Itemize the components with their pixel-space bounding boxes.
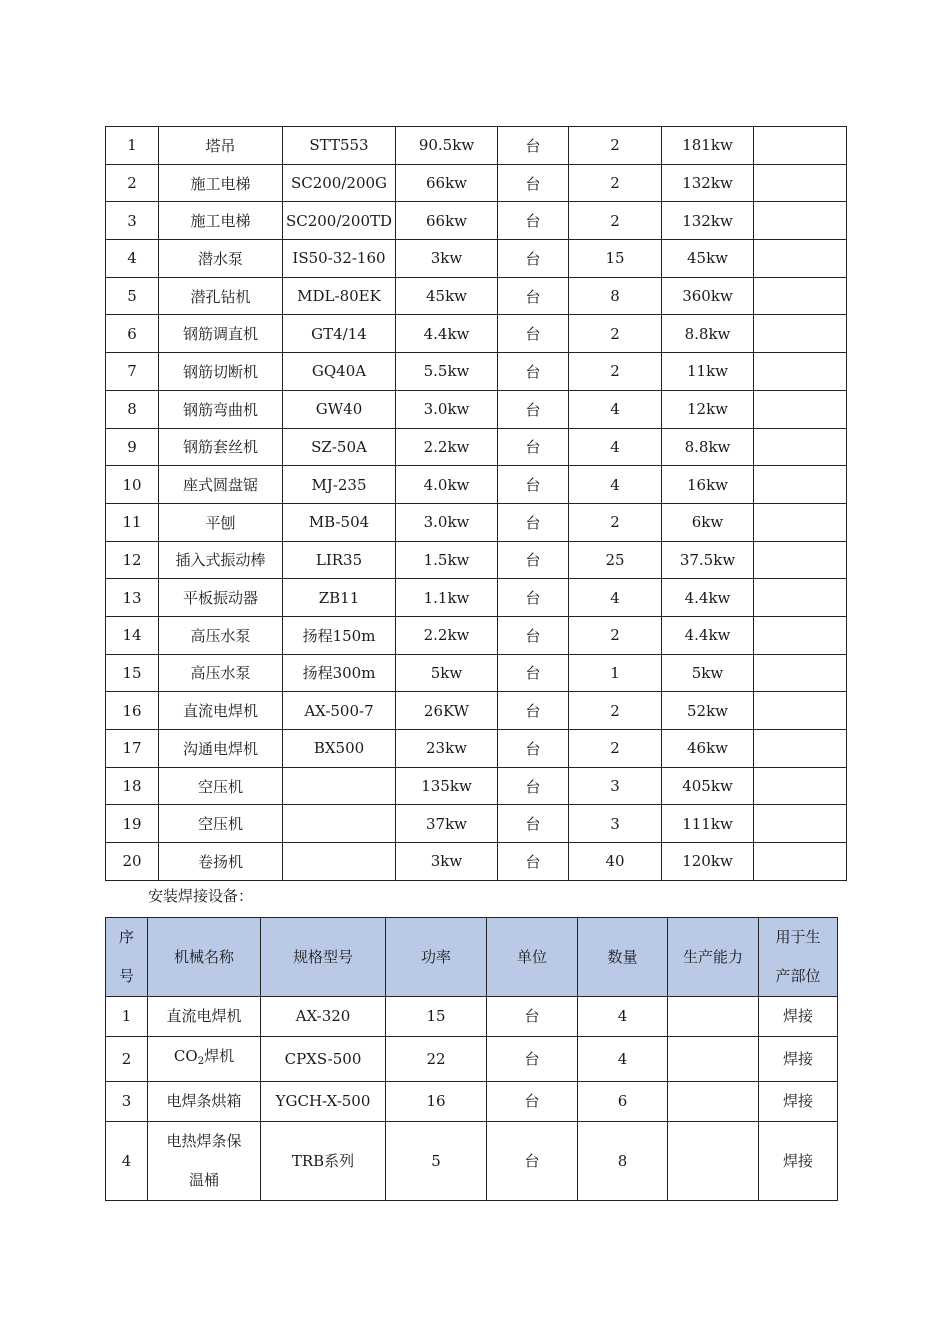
cell-note <box>754 466 847 504</box>
equipment-row <box>106 843 847 881</box>
equipment-row <box>106 805 847 843</box>
welding-equipment-table <box>105 917 838 1201</box>
cell-seq: 8 <box>106 390 159 428</box>
cell-spec: TRB系列 <box>261 1122 386 1201</box>
cell-unit: 台 <box>498 315 569 353</box>
cell-unit: 台 <box>498 730 569 768</box>
cell-power: 5 <box>386 1122 487 1201</box>
cell-qty: 3 <box>569 767 662 805</box>
cell-qty: 1 <box>569 654 662 692</box>
equipment-row <box>106 767 847 805</box>
cell-note <box>754 202 847 240</box>
cell-note <box>754 240 847 278</box>
equipment-row <box>106 503 847 541</box>
cell-qty: 8 <box>569 277 662 315</box>
cell-name: 高压水泵 <box>159 616 283 654</box>
cell-power: 26KW <box>396 692 498 730</box>
equipment-row <box>106 730 847 768</box>
cell-note <box>754 805 847 843</box>
cell-seq: 11 <box>106 503 159 541</box>
cell-name: 空压机 <box>159 767 283 805</box>
cell-spec: MJ-235 <box>283 466 396 504</box>
cell-note <box>754 390 847 428</box>
cell-total: 11kw <box>662 353 754 391</box>
cell-qty: 2 <box>569 315 662 353</box>
cell-total: 12kw <box>662 390 754 428</box>
cell-note <box>754 541 847 579</box>
cell-total: 6kw <box>662 503 754 541</box>
cell-spec: MB-504 <box>283 503 396 541</box>
cell-qty: 2 <box>569 353 662 391</box>
cell-note <box>754 579 847 617</box>
cell-seq: 7 <box>106 353 159 391</box>
cell-spec: 扬程150m <box>283 616 396 654</box>
cell-power: 3.0kw <box>396 390 498 428</box>
cell-spec: IS50-32-160 <box>283 240 396 278</box>
equipment-row <box>106 616 847 654</box>
cell-name: 卷扬机 <box>159 843 283 881</box>
cell-seq: 2 <box>106 164 159 202</box>
cell-spec: GT4/14 <box>283 315 396 353</box>
cell-note <box>754 843 847 881</box>
cell-qty: 4 <box>569 466 662 504</box>
cell-name: 直流电焊机 <box>159 692 283 730</box>
cell-name: 钢筋套丝机 <box>159 428 283 466</box>
welding-row <box>106 997 838 1037</box>
cell-name: 潜孔钻机 <box>159 277 283 315</box>
cell-name: 插入式振动棒 <box>159 541 283 579</box>
cell-note <box>754 730 847 768</box>
cell-total: 46kw <box>662 730 754 768</box>
cell-qty: 8 <box>578 1122 668 1201</box>
cell-name: 平板振动器 <box>159 579 283 617</box>
cell-unit: 台 <box>498 843 569 881</box>
cell-qty: 2 <box>569 202 662 240</box>
cell-capacity <box>668 997 759 1037</box>
cell-seq: 4 <box>106 1122 148 1201</box>
cell-use: 焊接 <box>759 1082 838 1122</box>
cell-note <box>754 503 847 541</box>
cell-unit: 台 <box>498 767 569 805</box>
cell-note <box>754 315 847 353</box>
equipment-row <box>106 654 847 692</box>
section-heading: 安装焊接设备： <box>148 887 254 905</box>
equipment-row <box>106 277 847 315</box>
cell-total: 181kw <box>662 127 754 165</box>
cell-power: 16 <box>386 1082 487 1122</box>
cell-power: 1.1kw <box>396 579 498 617</box>
cell-name: 电焊条烘箱 <box>148 1082 261 1122</box>
cell-seq: 12 <box>106 541 159 579</box>
cell-total: 111kw <box>662 805 754 843</box>
cell-power: 22 <box>386 1037 487 1082</box>
equipment-row <box>106 390 847 428</box>
cell-total: 132kw <box>662 164 754 202</box>
cell-qty: 3 <box>569 805 662 843</box>
cell-seq: 13 <box>106 579 159 617</box>
cell-use: 焊接 <box>759 997 838 1037</box>
cell-name: 直流电焊机 <box>148 997 261 1037</box>
cell-use: 焊接 <box>759 1122 838 1201</box>
cell-total: 8.8kw <box>662 428 754 466</box>
cell-note <box>754 353 847 391</box>
cell-seq: 10 <box>106 466 159 504</box>
cell-spec: BX500 <box>283 730 396 768</box>
cell-unit: 台 <box>498 579 569 617</box>
cell-unit: 台 <box>487 1037 578 1082</box>
cell-spec: SC200/200TD <box>283 202 396 240</box>
cell-qty: 4 <box>578 997 668 1037</box>
cell-power: 2.2kw <box>396 616 498 654</box>
equipment-row <box>106 541 847 579</box>
cell-note <box>754 767 847 805</box>
cell-seq: 3 <box>106 202 159 240</box>
header-unit: 单位 <box>487 918 578 997</box>
cell-total: 4.4kw <box>662 616 754 654</box>
cell-note <box>754 654 847 692</box>
cell-name: $CO_2$焊机 <box>148 1037 261 1082</box>
welding-row <box>106 1037 838 1082</box>
cell-power: 2.2kw <box>396 428 498 466</box>
cell-name: 钢筋调直机 <box>159 315 283 353</box>
cell-unit: 台 <box>498 503 569 541</box>
cell-unit: 台 <box>498 164 569 202</box>
cell-qty: 2 <box>569 503 662 541</box>
cell-note <box>754 164 847 202</box>
cell-power: 15 <box>386 997 487 1037</box>
cell-total: 360kw <box>662 277 754 315</box>
cell-spec: YGCH-X-500 <box>261 1082 386 1122</box>
cell-power: 37kw <box>396 805 498 843</box>
cell-qty: 40 <box>569 843 662 881</box>
cell-power: 3kw <box>396 843 498 881</box>
cell-seq: 4 <box>106 240 159 278</box>
cell-total: 16kw <box>662 466 754 504</box>
cell-unit: 台 <box>498 277 569 315</box>
equipment-row <box>106 240 847 278</box>
cell-name: 沟通电焊机 <box>159 730 283 768</box>
cell-unit: 台 <box>498 654 569 692</box>
cell-unit: 台 <box>498 240 569 278</box>
cell-spec: GW40 <box>283 390 396 428</box>
cell-name: 平刨 <box>159 503 283 541</box>
cell-qty: 4 <box>569 428 662 466</box>
cell-spec: AX-500-7 <box>283 692 396 730</box>
cell-power: 90.5kw <box>396 127 498 165</box>
cell-unit: 台 <box>498 390 569 428</box>
cell-power: 23kw <box>396 730 498 768</box>
cell-unit: 台 <box>498 692 569 730</box>
cell-spec: STT553 <box>283 127 396 165</box>
cell-seq: 5 <box>106 277 159 315</box>
cell-note <box>754 127 847 165</box>
cell-spec: SZ-50A <box>283 428 396 466</box>
cell-spec: MDL-80EK <box>283 277 396 315</box>
cell-name: 施工电梯 <box>159 202 283 240</box>
cell-qty: 4 <box>569 390 662 428</box>
cell-total: 120kw <box>662 843 754 881</box>
cell-power: 4.0kw <box>396 466 498 504</box>
cell-spec <box>283 843 396 881</box>
cell-qty: 25 <box>569 541 662 579</box>
cell-qty: 4 <box>569 579 662 617</box>
cell-name: 座式圆盘锯 <box>159 466 283 504</box>
equipment-row <box>106 692 847 730</box>
cell-power: 3.0kw <box>396 503 498 541</box>
welding-row <box>106 1122 838 1201</box>
cell-note <box>754 428 847 466</box>
welding-row <box>106 1082 838 1122</box>
cell-name: 电热焊条保 温桶 <box>148 1122 261 1201</box>
cell-total: 45kw <box>662 240 754 278</box>
cell-qty: 2 <box>569 616 662 654</box>
cell-seq: 20 <box>106 843 159 881</box>
cell-qty: 2 <box>569 127 662 165</box>
cell-note <box>754 692 847 730</box>
cell-power: 66kw <box>396 202 498 240</box>
cell-capacity <box>668 1082 759 1122</box>
cell-name: 塔吊 <box>159 127 283 165</box>
cell-spec: 扬程300m <box>283 654 396 692</box>
cell-seq: 16 <box>106 692 159 730</box>
equipment-row <box>106 202 847 240</box>
cell-seq: 2 <box>106 1037 148 1082</box>
equipment-row <box>106 127 847 165</box>
cell-total: 4.4kw <box>662 579 754 617</box>
cell-spec: GQ40A <box>283 353 396 391</box>
cell-seq: 14 <box>106 616 159 654</box>
cell-seq: 9 <box>106 428 159 466</box>
header-spec: 规格型号 <box>261 918 386 997</box>
header-seq: 序 号 <box>106 918 148 997</box>
cell-seq: 1 <box>106 127 159 165</box>
cell-unit: 台 <box>498 202 569 240</box>
cell-power: 45kw <box>396 277 498 315</box>
welding-header-row <box>106 918 838 997</box>
cell-spec: AX-320 <box>261 997 386 1037</box>
header-name: 机械名称 <box>148 918 261 997</box>
equipment-row <box>106 164 847 202</box>
cell-unit: 台 <box>498 428 569 466</box>
cell-unit: 台 <box>498 466 569 504</box>
cell-total: 405kw <box>662 767 754 805</box>
header-qty: 数量 <box>578 918 668 997</box>
cell-total: 132kw <box>662 202 754 240</box>
cell-total: 5kw <box>662 654 754 692</box>
cell-power: 66kw <box>396 164 498 202</box>
equipment-row <box>106 353 847 391</box>
cell-unit: 台 <box>498 805 569 843</box>
cell-spec: CPXS-500 <box>261 1037 386 1082</box>
cell-qty: 15 <box>569 240 662 278</box>
cell-power: 4.4kw <box>396 315 498 353</box>
cell-unit: 台 <box>498 127 569 165</box>
cell-capacity <box>668 1122 759 1201</box>
cell-name: 高压水泵 <box>159 654 283 692</box>
cell-seq: 17 <box>106 730 159 768</box>
cell-name: 钢筋切断机 <box>159 353 283 391</box>
cell-unit: 台 <box>487 1122 578 1201</box>
cell-qty: 6 <box>578 1082 668 1122</box>
cell-total: 8.8kw <box>662 315 754 353</box>
header-power: 功率 <box>386 918 487 997</box>
cell-unit: 台 <box>498 541 569 579</box>
cell-power: 135kw <box>396 767 498 805</box>
cell-total: 52kw <box>662 692 754 730</box>
cell-power: 5.5kw <box>396 353 498 391</box>
cell-spec <box>283 767 396 805</box>
cell-spec: ZB11 <box>283 579 396 617</box>
cell-name: 空压机 <box>159 805 283 843</box>
cell-power: 5kw <box>396 654 498 692</box>
cell-unit: 台 <box>498 616 569 654</box>
cell-name: 施工电梯 <box>159 164 283 202</box>
cell-seq: 19 <box>106 805 159 843</box>
cell-qty: 2 <box>569 730 662 768</box>
cell-power: 1.5kw <box>396 541 498 579</box>
cell-seq: 18 <box>106 767 159 805</box>
cell-name: 潜水泵 <box>159 240 283 278</box>
cell-use: 焊接 <box>759 1037 838 1082</box>
cell-seq: 6 <box>106 315 159 353</box>
cell-spec: SC200/200G <box>283 164 396 202</box>
cell-power: 3kw <box>396 240 498 278</box>
cell-qty: 2 <box>569 164 662 202</box>
cell-qty: 4 <box>578 1037 668 1082</box>
cell-seq: 1 <box>106 997 148 1037</box>
cell-unit: 台 <box>487 997 578 1037</box>
equipment-row <box>106 315 847 353</box>
cell-qty: 2 <box>569 692 662 730</box>
header-capacity: 生产能力 <box>668 918 759 997</box>
cell-unit: 台 <box>498 353 569 391</box>
equipment-row <box>106 428 847 466</box>
cell-seq: 3 <box>106 1082 148 1122</box>
cell-seq: 15 <box>106 654 159 692</box>
cell-total: 37.5kw <box>662 541 754 579</box>
cell-note <box>754 616 847 654</box>
equipment-table-body <box>106 127 847 881</box>
cell-name: 钢筋弯曲机 <box>159 390 283 428</box>
cell-unit: 台 <box>487 1082 578 1122</box>
cell-note <box>754 277 847 315</box>
cell-spec <box>283 805 396 843</box>
equipment-table <box>105 126 847 881</box>
header-use: 用于生 产部位 <box>759 918 838 997</box>
cell-capacity <box>668 1037 759 1082</box>
cell-spec: LIR35 <box>283 541 396 579</box>
equipment-row <box>106 466 847 504</box>
equipment-row <box>106 579 847 617</box>
